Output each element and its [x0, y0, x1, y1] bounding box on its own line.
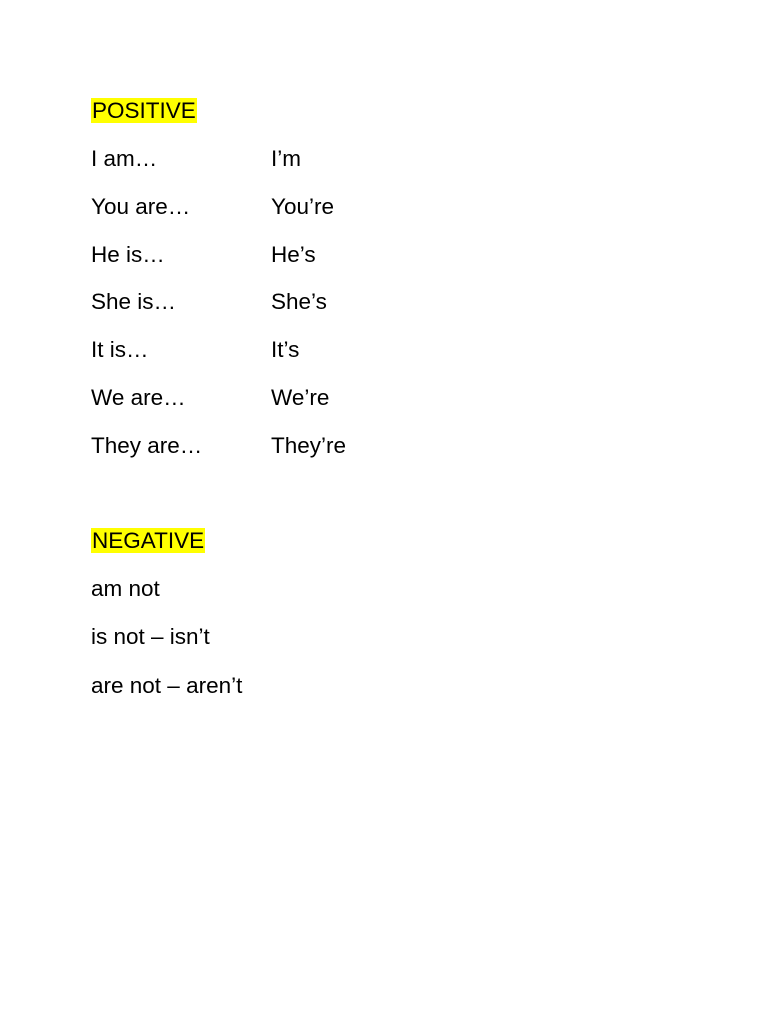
positive-row: [91, 287, 327, 317]
full-form: You are…: [91, 194, 191, 219]
positive-row: [91, 383, 329, 413]
positive-row: [91, 144, 301, 174]
full-form: He is…: [91, 242, 165, 267]
negative-heading: [91, 526, 205, 556]
positive-heading: [91, 96, 197, 126]
contraction: They’re: [271, 433, 347, 458]
full-form: I am…: [91, 146, 158, 171]
contraction: She’s: [271, 289, 327, 314]
negative-line: are not – aren’t: [91, 673, 243, 698]
contraction: He’s: [271, 242, 316, 267]
positive-row: [91, 192, 334, 222]
contraction: It’s: [271, 337, 300, 362]
full-form: It is…: [91, 337, 149, 362]
contraction: I’m: [271, 146, 301, 171]
full-form: We are…: [91, 385, 186, 410]
positive-heading-text: POSITIVE: [92, 98, 196, 123]
full-form: They are…: [91, 433, 203, 458]
positive-row: [91, 335, 299, 365]
negative-heading-text: NEGATIVE: [92, 528, 205, 553]
contraction: You’re: [271, 194, 334, 219]
negative-line: am not: [91, 576, 160, 601]
negative-line: is not – isn’t: [91, 624, 210, 649]
positive-row: [91, 240, 316, 270]
full-form: She is…: [91, 289, 177, 314]
positive-row: [91, 431, 346, 461]
contraction: We’re: [271, 385, 330, 410]
